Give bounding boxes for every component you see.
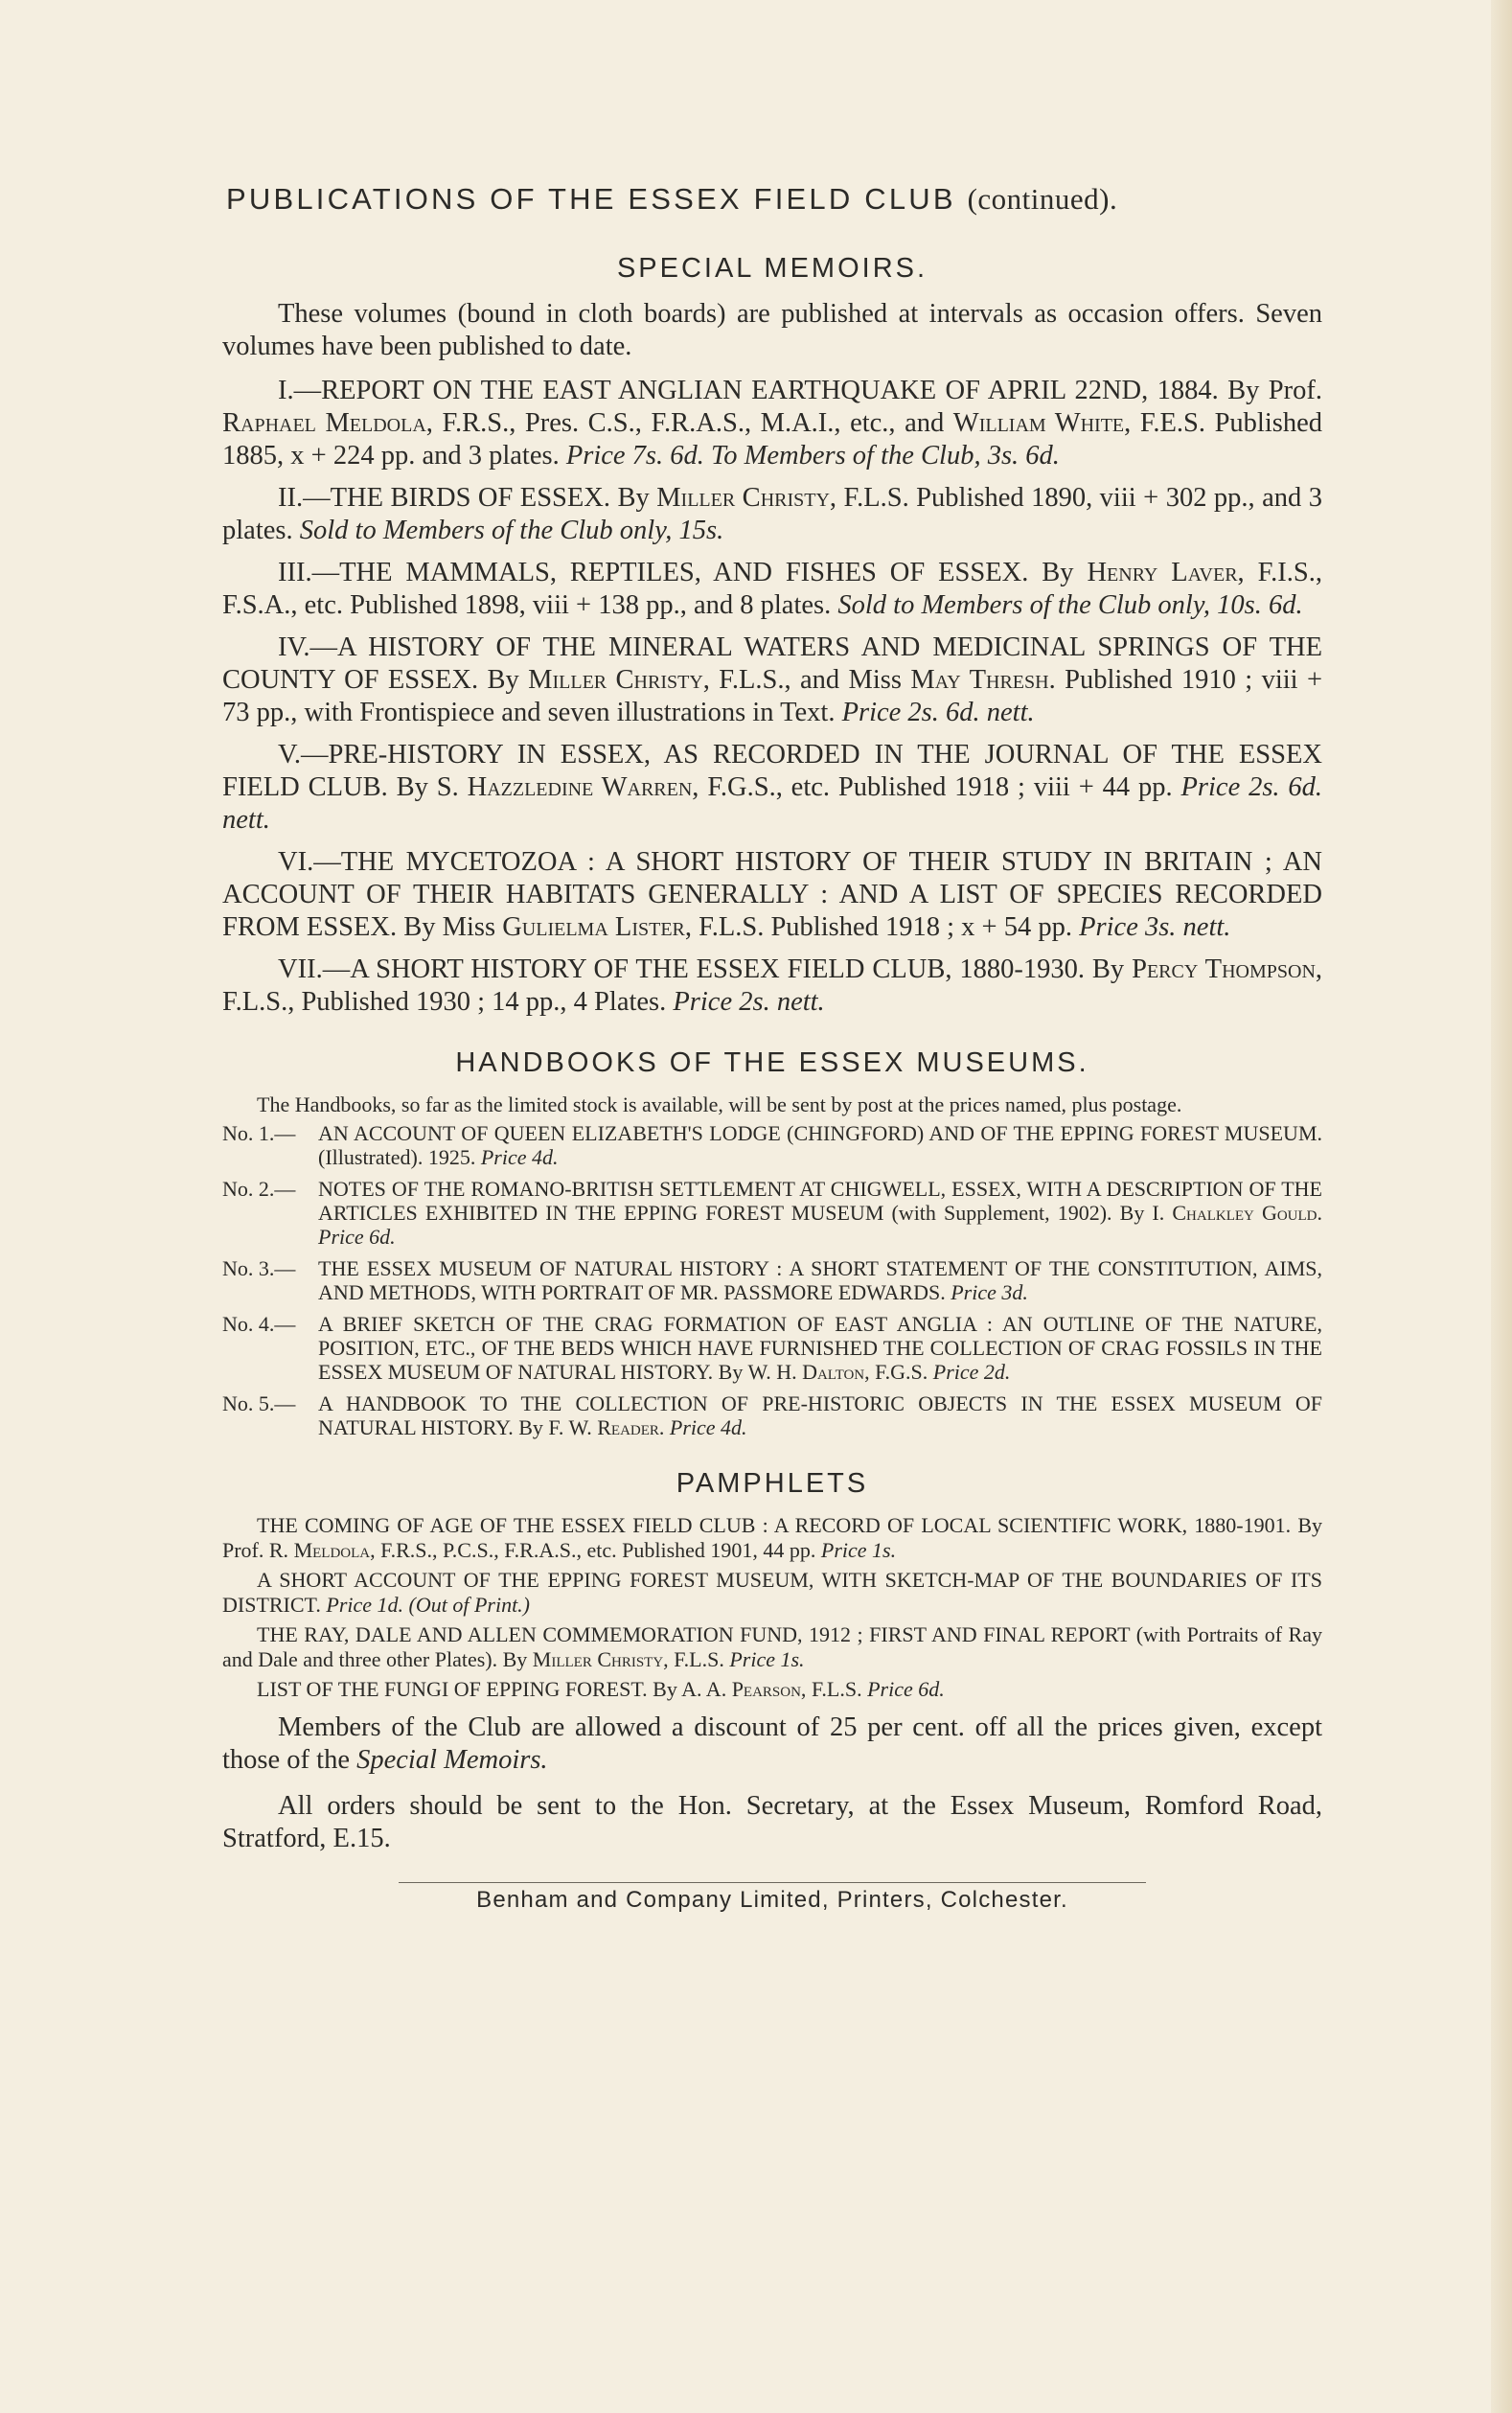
memoir-item [222, 557, 1322, 622]
handbook-item [222, 1391, 1322, 1439]
pamphlet-item [222, 1568, 1322, 1618]
discount-text: Members of the Club are allowed a discount of 25 per cent. off all the prices given, except those of the [222, 1712, 1322, 1775]
pamphlet-title: LIST OF THE FUNGI OF EPPING FOREST. By A. A. [257, 1677, 727, 1701]
memoir-price: Price 7s. 6d. To Members of the Club, 3s. 6d. [565, 441, 1060, 471]
handbook-item [222, 1312, 1322, 1384]
memoir-item [222, 375, 1322, 472]
memoir-title: VII.—A SHORT HISTORY OF THE ESSEX FIELD CLUB, 1880-1930. [278, 954, 1085, 984]
memoir-title: III.—THE MAMMALS, REPTILES, AND FISHES OF ESSEX. [278, 558, 1029, 587]
handbook-number: No. 2.— [222, 1177, 296, 1201]
memoir-details: F.L.S. Published 1918 ; x + 54 pp. [699, 912, 1072, 942]
memoir-author: Miller Christy, [656, 483, 837, 513]
memoir-title: V.—PRE-HISTORY IN ESSEX, AS RECORDED IN THE JOURNAL OF THE ESSEX FIELD CLUB. [222, 740, 1322, 802]
pamphlet-item [222, 1622, 1322, 1672]
handbook-title: AN ACCOUNT OF QUEEN ELIZABETH'S LODGE (CHINGFORD) AND OF THE EPPING FOREST MUSEUM. (Illustrated). 1925. [318, 1121, 1322, 1169]
handbook-number: No. 4.— [222, 1312, 296, 1336]
memoir-title: II.—THE BIRDS OF ESSEX. [278, 483, 611, 513]
memoir-price: Price 2s. 6d. nett. [841, 698, 1035, 727]
document-page [222, 182, 1322, 1914]
memoir-price: Sold to Members of the Club only, 10s. 6d. [837, 590, 1303, 620]
handbook-price: Price 4d. [669, 1415, 747, 1439]
memoir-details: F.I.S., F.S.A., etc. Published 1898, viii + 138 pp., and 8 plates. [222, 558, 1323, 620]
handbook-price: Price 3d. [951, 1280, 1028, 1304]
pamphlet-item [222, 1677, 1322, 1702]
handbook-title: A BRIEF SKETCH OF THE CRAG FORMATION OF EAST ANGLIA : AN OUTLINE OF THE NATURE, POSITION, ETC., OF THE BEDS WHICH HAVE FURNISHED THE COLLECTION OF CRAG FOSSILS IN THE ESSEX MUSEUM OF NATURAL HISTORY. By W. H. [318, 1312, 1322, 1384]
pamphlet-title: THE COMING OF AGE OF THE ESSEX FIELD CLUB : A RECORD OF LOCAL SCIENTIFIC WORK, 1880-1901. By Prof. R. [222, 1513, 1322, 1562]
memoir-details: F.L.S., Published 1930 ; 14 pp., 4 Plates. [222, 987, 667, 1017]
pamphlet-price: Price 1s. [729, 1647, 805, 1671]
memoir-item [222, 846, 1322, 944]
discount-exception: Special Memoirs. [356, 1745, 548, 1775]
handbook-number: No. 5.— [222, 1391, 296, 1415]
handbook-text [318, 1312, 1322, 1384]
memoir-author: Raphael Meldola, [222, 408, 433, 438]
pamphlet-details: F.R.S., P.C.S., F.R.A.S., etc. Published 1901, 44 pp. [380, 1538, 816, 1562]
pamphlets-heading: PAMPHLETS [676, 1468, 869, 1499]
handbook-number: No. 3.— [222, 1256, 296, 1280]
memoir-by: By [617, 483, 650, 513]
pamphlet-price: Price 6d. [867, 1677, 945, 1701]
handbook-price: Price 6d. [318, 1225, 396, 1249]
memoir-author: Gulielma Lister, [502, 912, 692, 942]
pamphlet-author: Miller Christy, [532, 1647, 669, 1671]
memoir-item [222, 739, 1322, 837]
handbook-item [222, 1256, 1322, 1304]
memoir-details: F.L.S., and Miss [719, 665, 902, 695]
special-memoirs-intro: These volumes (bound in cloth boards) are published at intervals as occasion offers. Seven volumes have been published to date. [222, 299, 1322, 361]
handbook-author: Chalkley Gould. [1172, 1201, 1322, 1225]
running-head-continued: (continued). [967, 182, 1118, 216]
handbook-item [222, 1177, 1322, 1249]
memoir-price: Sold to Members of the Club only, 15s. [299, 516, 724, 545]
memoir-by: By Prof. [1227, 376, 1323, 405]
memoir-details: F.L.S. Published 1890, viii + 302 pp., and 3 plates. [222, 483, 1322, 545]
handbook-number: No. 1.— [222, 1121, 296, 1145]
page-edge [1491, 0, 1512, 2413]
orders-notice: All orders should be sent to the Hon. Secretary, at the Essex Museum, Romford Road, Stratford, E.15. [222, 1791, 1322, 1853]
handbook-author: Dalton, [802, 1360, 870, 1384]
pamphlet-details: F.L.S. [811, 1677, 862, 1701]
handbook-author: Reader. [597, 1415, 665, 1439]
pamphlet-author: Pearson, [731, 1677, 807, 1701]
discount-notice [222, 1712, 1322, 1777]
pamphlet-price: Price 1s. [820, 1538, 897, 1562]
memoir-author: William White, [952, 408, 1132, 438]
memoir-details: F.R.S., Pres. C.S., F.R.A.S., M.A.I., etc., and [442, 408, 945, 438]
memoir-author: Miller Christy, [528, 665, 710, 695]
pamphlet-item [222, 1513, 1322, 1563]
memoir-price: Price 3s. nett. [1079, 912, 1231, 942]
handbook-text [318, 1177, 1322, 1249]
pamphlet-price: Price 1d. (Out of Print.) [326, 1593, 531, 1617]
handbook-item [222, 1121, 1322, 1169]
handbook-title: THE ESSEX MUSEUM OF NATURAL HISTORY : A SHORT STATEMENT OF THE CONSTITUTION, AIMS, AND METHODS, WITH PORTRAIT OF MR. PASSMORE EDWARDS. [318, 1256, 1322, 1304]
handbooks-heading: HANDBOOKS OF THE ESSEX MUSEUMS. [455, 1047, 1089, 1078]
printer-rule [399, 1882, 1146, 1883]
memoir-details: Published 1910 ; viii + 73 pp., with Frontispiece and seven illustrations in Text. [222, 665, 1323, 727]
memoir-item [222, 632, 1322, 729]
memoir-price: Price 2s. nett. [673, 987, 825, 1017]
handbook-text [318, 1391, 1322, 1439]
special-memoirs-heading: SPECIAL MEMOIRS. [616, 253, 928, 284]
pamphlet-title: A SHORT ACCOUNT OF THE EPPING FOREST MUSEUM, WITH SKETCH-MAP OF THE BOUNDARIES OF ITS DISTRICT. [222, 1568, 1322, 1617]
memoir-by: By [1091, 954, 1125, 984]
handbook-text [318, 1121, 1322, 1169]
handbook-price: Price 4d. [480, 1145, 559, 1169]
memoir-item [222, 954, 1322, 1019]
running-head-title: PUBLICATIONS OF THE ESSEX FIELD CLUB [226, 182, 956, 216]
memoir-price: Price 2s. 6d. nett. [222, 772, 1323, 835]
memoir-by: By S. [396, 772, 459, 802]
memoir-by: By [487, 665, 519, 695]
pamphlet-author: Meldola, [293, 1538, 376, 1562]
handbook-title: NOTES OF THE ROMANO-BRITISH SETTLEMENT AT CHIGWELL, ESSEX, WITH A DESCRIPTION OF THE ARTICLES EXHIBITED IN THE EPPING FOREST MUSEUM (with Supplement, 1902). By I. [318, 1177, 1322, 1225]
memoir-item [222, 482, 1322, 547]
handbook-title: A HANDBOOK TO THE COLLECTION OF PRE-HISTORIC OBJECTS IN THE ESSEX MUSEUM OF NATURAL HISTORY. By F. W. [318, 1391, 1322, 1439]
memoir-author: Hazzledine Warren, [467, 772, 699, 802]
memoir-author: Henry Laver, [1087, 558, 1245, 587]
handbook-price: Price 2d. [932, 1360, 1011, 1384]
handbook-text [318, 1256, 1322, 1304]
pamphlet-title: THE RAY, DALE AND ALLEN COMMEMORATION FUND, 1912 ; FIRST AND FINAL REPORT (with Portraits of Ray and Dale and three other Plates). By [222, 1622, 1322, 1671]
memoir-by: By [1042, 558, 1074, 587]
memoir-details: F.G.S., etc. Published 1918 ; viii + 44 pp. [707, 772, 1173, 802]
running-head [226, 182, 1322, 217]
memoir-title: I.—REPORT ON THE EAST ANGLIAN EARTHQUAKE OF APRIL 22ND, 1884. [278, 376, 1219, 405]
memoir-details: F.E.S. Published 1885, x + 224 pp. and 3 plates. [222, 408, 1323, 471]
memoir-by: By Miss [403, 912, 496, 942]
handbooks-note: The Handbooks, so far as the limited stock is available, will be sent by post at the prices named, plus postage. [257, 1092, 1182, 1116]
pamphlet-details: F.L.S. [674, 1647, 724, 1671]
memoir-title: VI.—THE MYCETOZOA : A SHORT HISTORY OF THEIR STUDY IN BRITAIN ; AN ACCOUNT OF THEIR HABITATS GENERALLY : AND A LIST OF SPECIES RECORDED FROM ESSEX. [222, 847, 1322, 942]
memoir-author: May Thresh. [910, 665, 1056, 695]
printer-imprint: Benham and Company Limited, Printers, Colchester. [476, 1887, 1068, 1913]
memoir-title: IV.—A HISTORY OF THE MINERAL WATERS AND MEDICINAL SPRINGS OF THE COUNTY OF ESSEX. [222, 632, 1322, 695]
handbook-details: F.G.S. [875, 1360, 928, 1384]
memoir-author: Percy Thompson, [1132, 954, 1323, 984]
